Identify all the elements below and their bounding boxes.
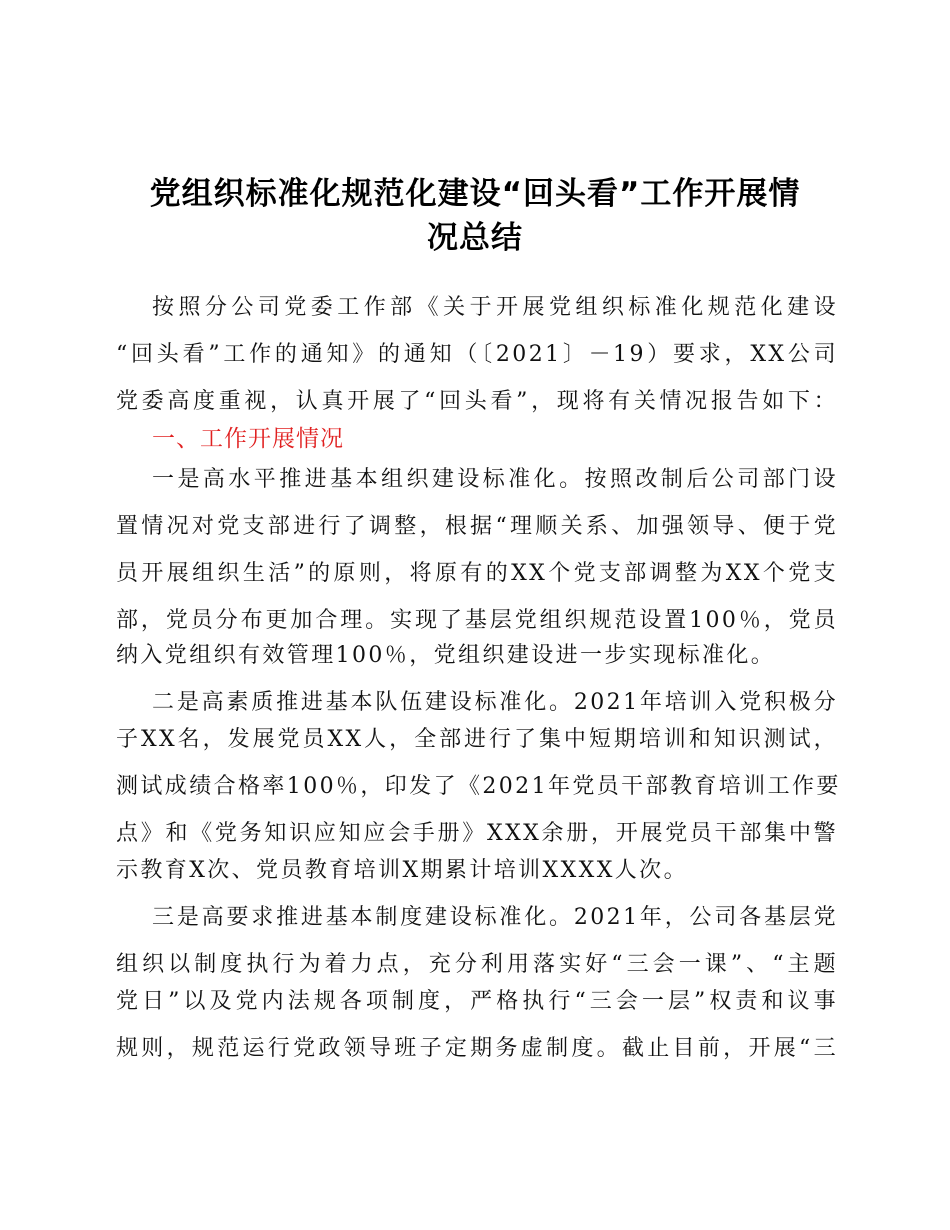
paragraph-line: 点》和《党务知识应知应会手册》XXX余册，开展党员干部集中警	[116, 821, 838, 846]
intro-line: “回头看”工作的通知》的通知（〔2021〕－19）要求，XX公司	[116, 342, 838, 367]
paragraph-line: 纳入党组织有效管理100％，党组织建设进一步实现标准化。	[116, 643, 776, 668]
paragraph-line: 测试成绩合格率100％，印发了《2021年党员干部教育培训工作要	[116, 774, 841, 799]
paragraph-line: 员开展组织生活”的原则，将原有的XX个党支部调整为XX个党支	[116, 561, 838, 586]
paragraph-line: 置情况对党支部进行了调整，根据“理顺关系、加强领导、便于党	[116, 514, 838, 539]
paragraph-line: 一是高水平推进基本组织建设标准化。按照改制后公司部门设	[152, 467, 838, 492]
intro-line: 按照分公司党委工作部《关于开展党组织标准化规范化建设	[152, 295, 838, 320]
paragraph-line: 子XX名，发展党员XX人，全部进行了集中短期培训和知识测试，	[116, 727, 838, 752]
intro-line: 党委高度重视，认真开展了“回头看”，现将有关情况报告如下：	[116, 389, 838, 414]
paragraph-line: 示教育X次、党员教育培训X期累计培训XXXX人次。	[116, 858, 688, 883]
paragraph-line: 部，党员分布更加合理。实现了基层党组织规范设置100％，党员	[116, 608, 838, 633]
paragraph-line: 组织以制度执行为着力点，充分利用落实好“三会一课”、“主题	[116, 952, 838, 977]
paragraph-line: 二是高素质推进基本队伍建设标准化。2021年培训入党积极分	[152, 690, 838, 715]
paragraph-line: 三是高要求推进基本制度建设标准化。2021年，公司各基层党	[152, 905, 838, 930]
document-title-line-2: 况总结	[427, 220, 523, 256]
paragraph-line: 规则，规范运行党政领导班子定期务虚制度。截止目前，开展“三	[116, 1036, 838, 1061]
paragraph-line: 党日”以及党内法规各项制度，严格执行“三会一层”权责和议事	[116, 989, 838, 1014]
document-title-line-1: 党组织标准化规范化建设“回头看”工作开展情	[149, 176, 801, 212]
section-heading: 一、工作开展情况	[152, 426, 344, 452]
